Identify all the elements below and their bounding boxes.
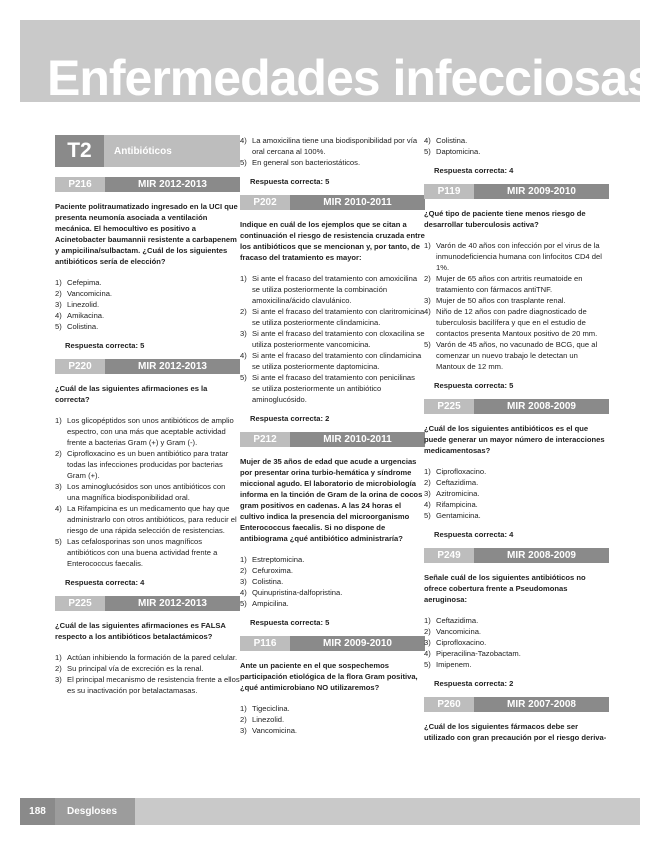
question-source: MIR 2010-2011	[290, 195, 425, 210]
question-header	[424, 399, 609, 414]
option: 5) Colistina.	[55, 322, 99, 331]
option: 2) Su principal vía de excreción es la renal.	[55, 664, 204, 673]
question-stem: Mujer de 35 años de edad que acude a urgencias por presentar orina turbio-hemática y síndrome miccional agudo. El laboratorio de microbiología informa en la tinción de Gram de la orina de cocos gram positivos en cadenas. A las 24 horas el cultivo indica la presencia del microorganismo Enterococcus faecalis. Si no dispone de antibiograma ¿qué antibiótico administraría?	[240, 457, 423, 543]
question-source: MIR 2009-2010	[474, 184, 609, 199]
options-list	[424, 135, 609, 157]
question-source: MIR 2008-2009	[474, 548, 609, 563]
question-header	[424, 184, 609, 199]
option: 2) Ceftazidima.	[424, 478, 479, 487]
options-list	[424, 615, 609, 670]
option: 4) La amoxicilina tiene una biodisponibilidad por vía oral cercana al 100%.	[240, 136, 418, 156]
options-list	[240, 273, 425, 405]
option: 3) Colistina.	[240, 577, 284, 586]
option: 4) Quinupristina-dalfopristina.	[240, 588, 343, 597]
column-3	[424, 135, 609, 753]
option: 2) Ciprofloxacino es un buen antibiótico para tratar todas las infecciones producidas por bacterias Gram (+).	[55, 449, 229, 480]
column-2	[240, 135, 425, 736]
option: 4) Rifampicina.	[424, 500, 478, 509]
option: 1) Ciprofloxacino.	[424, 467, 487, 476]
option: 5) Ampicilina.	[240, 599, 289, 608]
question-stem: ¿Cuál de los siguientes fármacos debe ser utilizado con gran precaución por el riesgo deriva-	[424, 722, 607, 742]
option: 4) Amikacina.	[55, 311, 105, 320]
options-list	[55, 415, 240, 569]
option: 1) Tigeciclina.	[240, 704, 290, 713]
question-id: P249	[424, 548, 474, 563]
option: 3) Mujer de 50 años con trasplante renal.	[424, 296, 566, 305]
option: 2) Cefuroxima.	[240, 566, 293, 575]
topic-name: Antibióticos	[104, 135, 240, 167]
option: 5) En general son bacteriostáticos.	[240, 158, 361, 167]
correct-answer: Respuesta correcta: 2	[250, 414, 330, 423]
options-list	[240, 554, 425, 609]
topic-header	[55, 135, 240, 167]
page-number: 188	[20, 798, 55, 825]
option: 3) Los aminoglucósidos son unos antibióticos con una magnífica biodisponibilidad oral.	[55, 482, 226, 502]
question-source: MIR 2008-2009	[474, 399, 609, 414]
question-header	[55, 359, 240, 374]
option: 4) La Rifampicina es un medicamento que hay que administrarlo con otros antibióticos, para reducir el riesgo de una rápida selección de resistencias.	[55, 504, 237, 535]
options-list	[55, 277, 240, 332]
options-list	[55, 652, 240, 696]
option: 5) Las cefalosporinas son unos magníficos antibióticos con una buena actividad frente a Enterococcus faecalis.	[55, 537, 218, 568]
question-header	[55, 596, 240, 611]
option: 2) Linezolid.	[240, 715, 285, 724]
option: 4) Colistina.	[424, 136, 468, 145]
question-source: MIR 2012-2013	[105, 359, 240, 374]
question-stem: ¿Qué tipo de paciente tiene menos riesgo de desarrollar tuberculosis activa?	[424, 209, 586, 229]
correct-answer: Respuesta correcta: 4	[65, 578, 145, 587]
option: 5) Imipenem.	[424, 660, 472, 669]
question-stem: Ante un paciente en el que sospechemos participación etiológica de la flora Gram positiva, ¿qué antimicrobiano NO utilizaremos?	[240, 661, 418, 692]
section-name: Desgloses	[55, 798, 135, 825]
column-1	[55, 135, 240, 696]
correct-answer: Respuesta correcta: 4	[434, 530, 514, 539]
option: 1) Cefepima.	[55, 278, 102, 287]
option: 5) Gentamicina.	[424, 511, 481, 520]
option: 1) Los glicopéptidos son unos antibióticos de amplio espectro, con una más que aceptable actividad frente a bacterias Gram (+) y Gram (-).	[55, 416, 234, 447]
question-source: MIR 2009-2010	[290, 636, 425, 651]
question-source: MIR 2012-2013	[105, 177, 240, 192]
question-source: MIR 2012-2013	[105, 596, 240, 611]
option: 1) Si ante el fracaso del tratamiento con amoxicilina se utiliza posteriormente la combinación amoxicilina/ácido clavulánico.	[240, 274, 418, 305]
option: 1) Actúan inhibiendo la formación de la pared celular.	[55, 653, 238, 662]
question-header	[240, 636, 425, 651]
option: 5) Daptomicina.	[424, 147, 481, 156]
question-header	[424, 548, 609, 563]
correct-answer: Respuesta correcta: 5	[250, 177, 330, 186]
option: 2) Si ante el fracaso del tratamiento con claritromicina se utiliza posteriormente clindamicina.	[240, 307, 425, 327]
option: 4) Si ante el fracaso del tratamiento con clindamicina se utiliza posteriormente daptomicina.	[240, 351, 422, 371]
question-id: P116	[240, 636, 290, 651]
correct-answer: Respuesta correcta: 5	[250, 618, 330, 627]
question-id: P220	[55, 359, 105, 374]
question-header	[55, 177, 240, 192]
option: 2) Mujer de 65 años con artritis reumatoide en tratamiento con fármacos antiTNF.	[424, 274, 583, 294]
question-id: P260	[424, 697, 474, 712]
option: 3) Ciprofloxacino.	[424, 638, 487, 647]
options-list	[240, 135, 425, 168]
question-stem: Paciente politraumatizado ingresado en la UCI que presenta neumonía asociada a ventilación mecánica. El hemocultivo es positivo a Acinetobacter baumannii resistente a carbapenem y ampicilina/sulbactam. ¿Cuál de los siguientes antibióticos sería de elección?	[55, 202, 238, 266]
question-source: MIR 2007-2008	[474, 697, 609, 712]
question-stem: Señale cuál de los siguientes antibióticos no ofrece cobertura frente a Pseudomonas aeruginosa:	[424, 573, 586, 604]
question-stem: ¿Cuál de las siguientes afirmaciones es la correcta?	[55, 384, 208, 404]
option: 5) Si ante el fracaso del tratamiento con penicilinas se utiliza posteriormente un antibiótico aminoglucósido.	[240, 373, 415, 404]
options-list	[240, 703, 425, 736]
question-id: P119	[424, 184, 474, 199]
question-stem: ¿Cuál de las siguientes afirmaciones es FALSA respecto a los antibióticos betalactámicos?	[55, 621, 226, 641]
question-source: MIR 2010-2011	[290, 432, 425, 447]
option: 3) Azitromicina.	[424, 489, 480, 498]
options-list	[424, 240, 609, 372]
question-header	[240, 195, 425, 210]
question-id: P225	[424, 399, 474, 414]
page-title: Enfermedades infecciosas	[47, 50, 654, 106]
option: 1) Varón de 40 años con infección por el virus de la inmunodeficiencia humana con linfocitos CD4 del 1%.	[424, 241, 602, 272]
question-id: P202	[240, 195, 290, 210]
question-stem: Indique en cuál de los ejemplos que se citan a continuación el riesgo de resistencia cruzada entre los antibióticos que se mencionan y, por tanto, de fracaso del tratamiento es mayor:	[240, 220, 425, 262]
correct-answer: Respuesta correcta: 5	[65, 341, 145, 350]
option: 3) Si ante el fracaso del tratamiento con cloxacilina se utiliza posteriormente vancomicina.	[240, 329, 425, 349]
option: 5) Varón de 45 años, no vacunado de BCG, que al comenzar un nuevo trabajo le detectan un Mantoux de 12 mm.	[424, 340, 598, 371]
option: 2) Vancomicina.	[55, 289, 113, 298]
option: 3) Vancomicina.	[240, 726, 298, 735]
option: 4) Niño de 12 años con padre diagnosticado de tuberculosis bacilífera y que en el estudio de contactos presenta Mantoux positivo de 20 mm.	[424, 307, 598, 338]
question-header	[240, 432, 425, 447]
question-header	[424, 697, 609, 712]
correct-answer: Respuesta correcta: 5	[434, 381, 514, 390]
option: 1) Estreptomicina.	[240, 555, 305, 564]
option: 1) Ceftazidima.	[424, 616, 479, 625]
correct-answer: Respuesta correcta: 2	[434, 679, 514, 688]
question-id: P216	[55, 177, 105, 192]
options-list	[424, 466, 609, 521]
question-stem: ¿Cuál de los siguientes antibióticos es el que puede generar un mayor número de interacciones medicamentosas?	[424, 424, 605, 455]
question-id: P212	[240, 432, 290, 447]
correct-answer: Respuesta correcta: 4	[434, 166, 514, 175]
topic-code: T2	[55, 135, 104, 167]
option: 3) Linezolid.	[55, 300, 100, 309]
option: 2) Vancomicina.	[424, 627, 482, 636]
option: 3) El principal mecanismo de resistencia frente a ellos es su inactivación por betalactamasas.	[55, 675, 240, 695]
question-id: P225	[55, 596, 105, 611]
option: 4) Piperacilina-Tazobactam.	[424, 649, 521, 658]
